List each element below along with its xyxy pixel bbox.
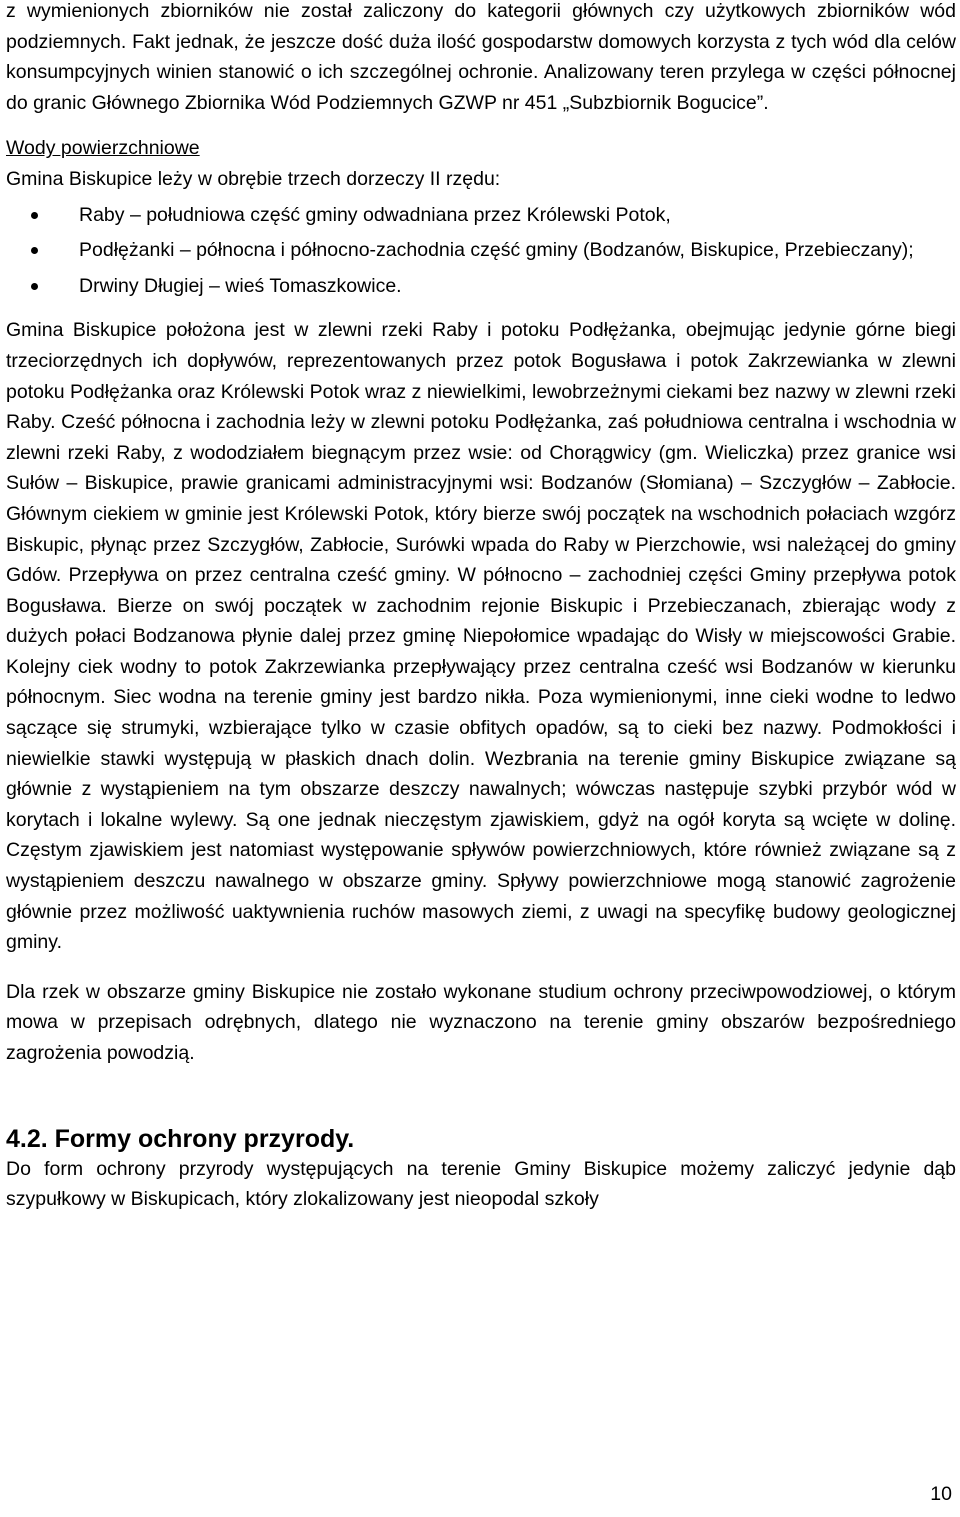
paragraph-groundwater: z wymienionych zbiorników nie został zaliczony do kategorii głównych czy użytkowych zbiorników wód podziemnych. Fakt jednak, że jeszcze dość duża ilość gospodarstw domowych korzysta z tych wód dla celów konsumpcyjnych winien stanowić o ich szczególnej ochronie. Analizowany teren przylega w części północnej do granic Głównego Zbiornika Wód Podziemnych GZWP nr 451 „Subzbiornik Bogucice”.	[6, 0, 956, 114]
list-item-text: Raby – południowa część gminy odwadniana przez Królewski Potok,	[79, 203, 671, 226]
page-number: 10	[930, 1483, 952, 1505]
paragraph-basins-intro: Gmina Biskupice leży w obrębie trzech dorzeczy II rzędu:	[6, 167, 501, 190]
paragraph-flood-protection: Dla rzek w obszarze gminy Biskupice nie zostało wykonane studium ochrony przeciwpowodziowej, o którym mowa w przepisach odrębnych, dlatego nie wyznaczono na terenie gminy obszarów bezpośredniego zagrożenia powodzią.	[6, 980, 956, 1064]
list-item	[6, 235, 956, 266]
paragraph-nature-protection: Do form ochrony przyrody występujących na terenie Gminy Biskupice możemy zaliczyć jedynie dąb szypułkowy w Biskupicach, który zlokalizowany jest nieopodal szkoły	[6, 1157, 956, 1211]
bullet-icon	[31, 212, 38, 219]
list-item	[6, 200, 956, 231]
list-item-text: Podłężanki – północna i północno-zachodnia część gminy (Bodzanów, Biskupice, Przebieczany);	[79, 239, 914, 262]
bullet-icon	[31, 283, 38, 290]
subheading-surface-water: Wody powierzchniowe	[6, 137, 200, 160]
paragraph-watersheds: Gmina Biskupice położona jest w zlewni rzeki Raby i potoku Podłężanka, obejmując jedynie górne biegi trzeciorzędnych ich dopływów, reprezentowanych przez potok Bogusława i potok Zakrzewianka w zlewni potoku Podłężanka oraz Królewski Potok wraz z niewielkimi, lewobrzeżnymi ciekami bez nazwy w zlewni rzeki Raby. Cześć północna i zachodnia leży w zlewni potoku Podłężanka, zaś południowa centralna i wschodnia w zlewni rzeki Raby, z wododziałem biegnącym przez wsie: od Chorągwicy (gm. Wieliczka) przez granice wsi Sułów – Biskupice, prawie granicami administracyjnymi wsi: Bodzanów (Słomiana) – Szczygłów – Zabłocie. Głównym ciekiem w gminie jest Królewski Potok, który bierze swój początek na wschodnich połaciach wzgórz Biskupic, płynąc przez Szczygłów, Zabłocie, Surówki wpada do Raby w Pierzchowie, wsi należącej do gminy Gdów. Przepływa on przez centralna cześć gminy. W północno – zachodniej części Gminy przepływa potok Bogusława. Bierze on swój początek w zachodnim rejonie Biskupic i Przebieczanach, zbierając wody z dużych połaci Bodzanowa płynie dalej przez gminę Niepołomice wpadając do Wisły w miejscowości Grabie. Kolejny ciek wodny to potok Zakrzewianka przepływający przez centralna cześć wsi Bodzanów w kierunku północnym. Siec wodna na terenie gminy jest bardzo nikła. Poza wymienionymi, inne cieki wodne to ledwo sączące się strumyki, wzbierające tylko w czasie obfitych opadów, są to cieki bez nazwy. Podmokłości i niewielkie stawki występują w płaskich dnach dolin. Wezbrania na terenie gminy Biskupice związane są głównie z wystąpieniem na tym obszarze deszczy nawalnych; wówczas następuje szybki przybór wód w korytach i lokalne wylewy. Są one jednak nieczęstym zjawiskiem, gdyż na ogół koryta są wcięte w dolinę. Częstym zjawiskiem jest natomiast występowanie spływów powierzchniowych, które również związane są z wystąpieniem deszczu nawalnego w obszarze gminy. Spływy powierzchniowe mogą stanowić zagrożenie głównie przez możliwość uaktywnienia ruchów masowych ziemi, z uwagi na specyfikę budowy geologicznej gminy.	[6, 319, 956, 954]
list-item	[6, 271, 956, 302]
basin-list	[6, 200, 956, 302]
list-item-text: Drwiny Długiej – wieś Tomaszkowice.	[79, 274, 402, 297]
document-page	[6, 0, 956, 1215]
section-heading-nature-protection: 4.2. Formy ochrony przyrody.	[6, 1124, 355, 1153]
bullet-icon	[31, 247, 38, 254]
